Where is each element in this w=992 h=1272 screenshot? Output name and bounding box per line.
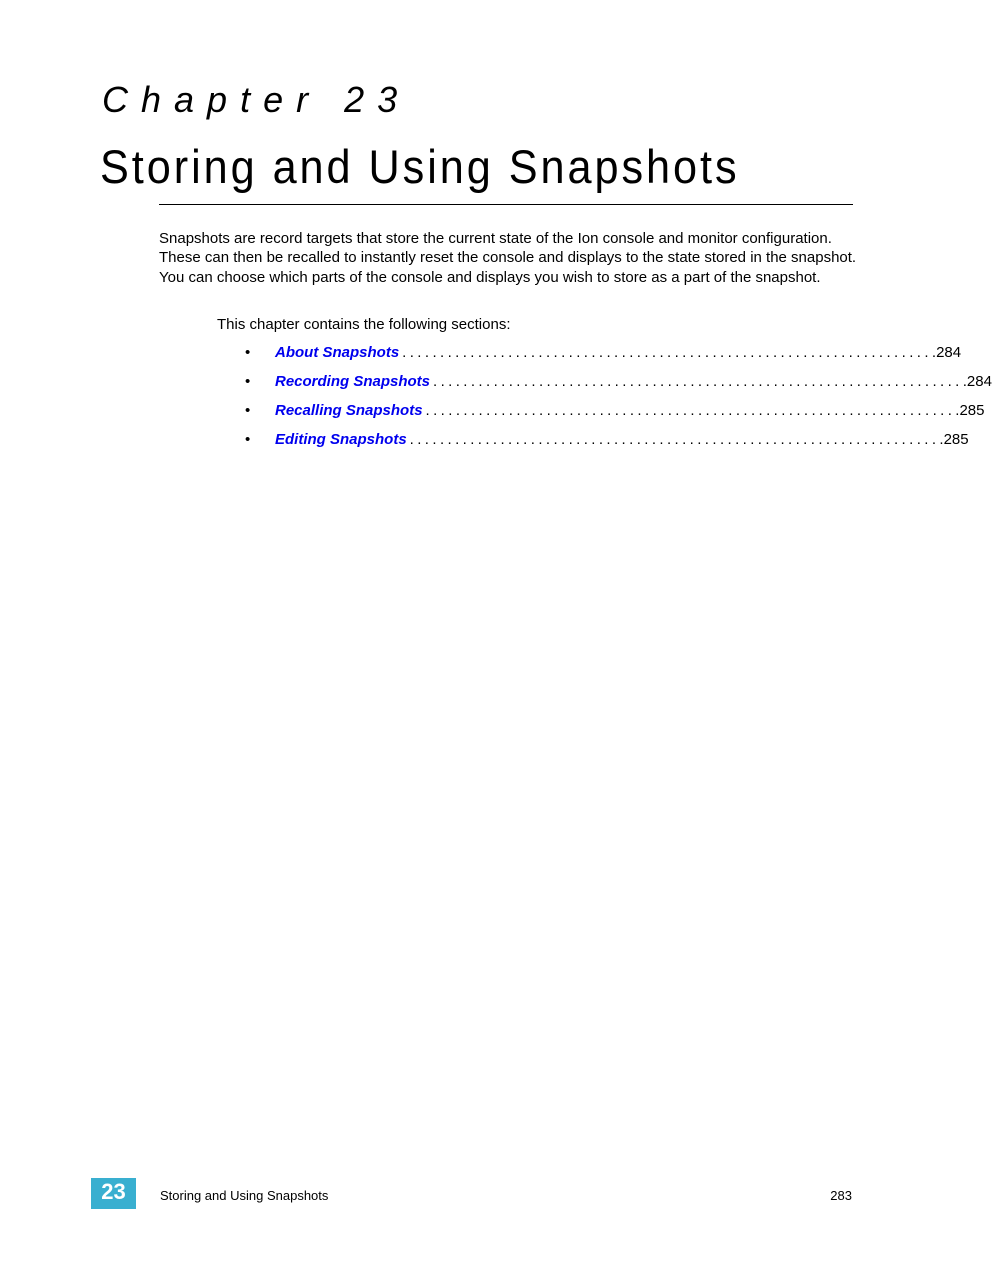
intro-paragraph: Snapshots are record targets that store the current state of the Ion console and monitor configuration. These can then be recalled to instantly reset the console and displays to the state stored in the snapshot. You can choose which parts of the console and displays you wish to store as a part of the snapshot. xyxy=(159,230,857,286)
toc-link-recalling-snapshots[interactable]: Recalling Snapshots xyxy=(275,402,423,419)
toc-link-editing-snapshots[interactable]: Editing Snapshots xyxy=(275,431,407,448)
toc-page-number: .285 xyxy=(939,431,969,448)
bullet-icon: • xyxy=(245,402,251,419)
toc-page-number: .284 xyxy=(962,373,992,390)
toc-link-recording-snapshots[interactable]: Recording Snapshots xyxy=(275,373,431,390)
list-item xyxy=(245,430,969,459)
sections-intro-text: This chapter contains the following sections: xyxy=(217,316,511,333)
list-item xyxy=(245,372,992,401)
toc-link-about-snapshots[interactable]: About Snapshots xyxy=(275,344,400,361)
page-number: 283 xyxy=(830,1188,852,1203)
title-divider xyxy=(159,204,853,205)
bullet-icon: • xyxy=(245,431,251,448)
footer-title: Storing and Using Snapshots xyxy=(160,1188,329,1203)
bullet-icon: • xyxy=(245,373,251,390)
toc-page-number: .285 xyxy=(955,402,985,419)
dot-leader: ...................................................................... xyxy=(402,344,932,361)
bullet-icon: • xyxy=(245,344,251,361)
list-item xyxy=(245,343,962,372)
chapter-number-tab: 23 xyxy=(91,1178,136,1209)
dot-leader: ...................................................................... xyxy=(433,373,963,390)
toc-page-number: .284 xyxy=(931,344,962,361)
list-item xyxy=(245,401,985,430)
section-list xyxy=(245,343,992,459)
dot-leader: ...................................................................... xyxy=(425,402,956,419)
dot-leader: ...................................................................... xyxy=(409,431,940,448)
page-title: Storing and Using Snapshots xyxy=(100,140,740,193)
chapter-label: Chapter 23 xyxy=(102,79,411,120)
